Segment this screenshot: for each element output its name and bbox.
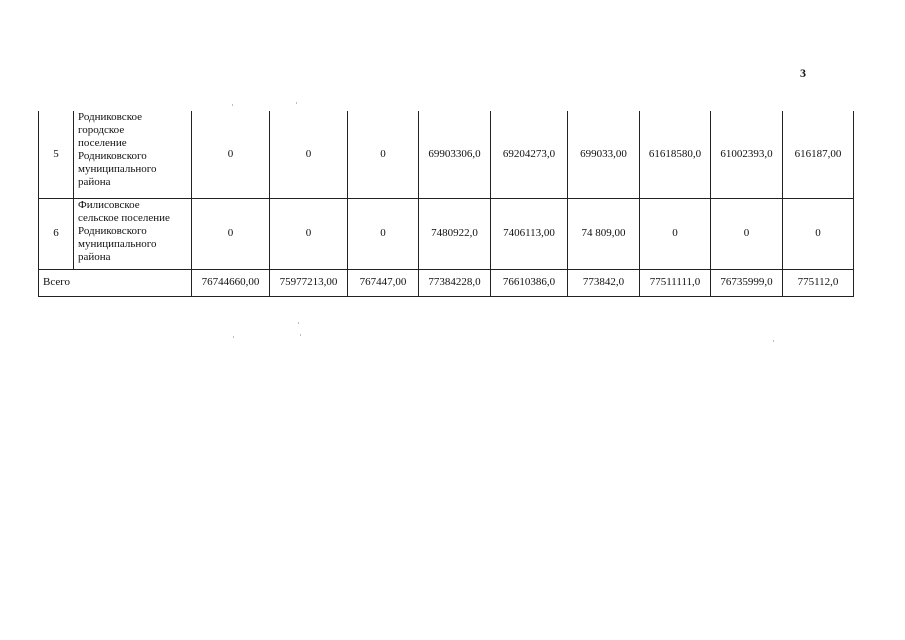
total-value-cell: 767447,00: [348, 269, 419, 296]
value-cell: 69903306,0: [419, 111, 491, 198]
total-value-cell: 775112,0: [783, 269, 854, 296]
settlement-name-line: муниципального: [78, 237, 157, 250]
value-cell: 0: [192, 198, 270, 269]
value-cell: 0: [192, 111, 270, 198]
table-row: [39, 111, 854, 198]
value-cell: 0: [270, 111, 348, 198]
row-number: 5: [39, 111, 74, 198]
total-value-cell: 76744660,00: [192, 269, 270, 296]
value-cell: 61002393,0: [711, 111, 783, 198]
total-row: [39, 269, 854, 296]
settlement-name-line: поселение: [78, 137, 127, 149]
total-label: Всего: [39, 269, 192, 296]
total-value-cell: 75977213,00: [270, 269, 348, 296]
value-cell: 7406113,00: [491, 198, 568, 269]
scan-speck: [296, 102, 297, 104]
scan-speck: [232, 104, 233, 106]
total-value-cell: 76610386,0: [491, 269, 568, 296]
total-value-cell: 77384228,0: [419, 269, 491, 296]
settlement-name-line: Родниковского: [78, 224, 147, 237]
scan-speck: [773, 340, 774, 342]
settlement-name-line: Родниковского: [78, 150, 147, 162]
total-value-cell: 77511111,0: [640, 269, 711, 296]
value-cell: 7480922,0: [419, 198, 491, 269]
value-cell: 69204273,0: [491, 111, 568, 198]
scan-speck: [298, 322, 299, 324]
value-cell: 61618580,0: [640, 111, 711, 198]
scan-speck: [300, 334, 301, 336]
settlement-name-line: района: [78, 250, 111, 263]
settlement-name-line: муниципального: [78, 163, 157, 175]
value-cell: 0: [270, 198, 348, 269]
settlement-name: [74, 111, 192, 198]
row-number: 6: [39, 198, 74, 269]
value-cell: 699033,00: [568, 111, 640, 198]
value-cell: 74 809,00: [568, 198, 640, 269]
budget-table: [38, 111, 854, 297]
value-cell: 0: [783, 198, 854, 269]
total-value-cell: 76735999,0: [711, 269, 783, 296]
table-row: [39, 198, 854, 269]
settlement-name: [74, 198, 192, 269]
settlement-name-line: Филисовское: [78, 198, 140, 211]
settlement-name-line: сельское поселение: [78, 211, 170, 224]
value-cell: 0: [640, 198, 711, 269]
value-cell: 0: [348, 198, 419, 269]
settlement-name-line: района: [78, 176, 111, 188]
value-cell: 0: [711, 198, 783, 269]
settlement-name-line: Родниковское: [78, 111, 142, 123]
total-value-cell: 773842,0: [568, 269, 640, 296]
scan-speck: [233, 336, 234, 338]
settlement-name-line: городское: [78, 124, 125, 136]
page-number: 3: [800, 66, 806, 80]
value-cell: 616187,00: [783, 111, 854, 198]
value-cell: 0: [348, 111, 419, 198]
